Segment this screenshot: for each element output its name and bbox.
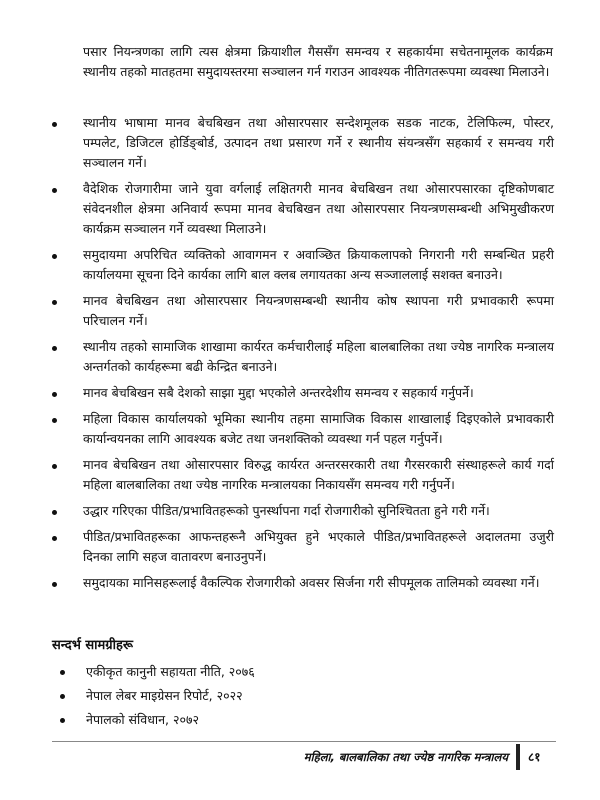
reference-text: नेपाल लेबर माइग्रेसन रिपोर्ट, २०२२ (86, 688, 243, 703)
reference-text: नेपालको संविधान, २०७२ (86, 712, 200, 727)
list-item (52, 383, 554, 403)
intro-paragraph: पसार नियन्त्रणका लागि त्यस क्षेत्रमा क्रियाशील गैससँग समन्वय र सहकार्यमा सचेतनामूलक कार्यक्रम स्थानीय तहको मातहतमा समुदायस्तरमा सञ्चालन गर्न गराउन आवश्यक नीतिगतरूपमा व्यवस्था मिलाउने। (83, 44, 553, 79)
list-item-text: महिला विकास कार्यालयको भूमिका स्थानीय तहमा सामाजिक विकास शाखालाई दिइएकोले प्रभावकारी कार्यान्वयनका लागि आवश्यक बजेट तथा जनशक्तिको व्यवस्था गर्न पहल गर्नुपर्ने। (83, 411, 554, 446)
bullet-icon (60, 694, 65, 699)
footer-divider-right (516, 741, 556, 742)
reference-text: एकीकृत कानुनी सहायता नीति, २०७६ (86, 664, 255, 679)
list-item (52, 527, 554, 567)
list-item (52, 113, 554, 173)
list-item (52, 291, 554, 331)
footer-divider (52, 741, 516, 742)
reference-item (60, 708, 255, 732)
bullet-icon (52, 188, 57, 193)
footer-separator-bar (516, 744, 520, 770)
list-item (52, 409, 554, 449)
list-item (52, 245, 554, 285)
reference-item (60, 684, 255, 708)
footer-ministry-title: महिला, बालबालिका तथा ज्येष्ठ नागरिक मन्त्रालय (303, 750, 508, 764)
list-item-text: पीडित/प्रभावितहरूका आफन्तहरूनै अभियुक्त हुने भएकाले पीडित/प्रभावितहरूले अदालतमा उजुरी दिनका लागि सहज वातावरण बनाउनुपर्ने। (83, 529, 554, 564)
list-item (52, 573, 554, 593)
list-item-text: मानव बेचबिखन सबै देशको साझा मुद्दा भएकोले अन्तरदेशीय समन्वय र सहकार्य गर्नुपर्ने। (83, 385, 474, 400)
list-item-text: समुदायका मानिसहरूलाई वैकल्पिक रोजगारीको अवसर सिर्जना गरी सीपमूलक तालिमको व्यवस्था गर्ने। (83, 575, 540, 590)
bullet-icon (52, 254, 57, 259)
bullet-icon (52, 536, 57, 541)
list-item (52, 455, 554, 495)
list-item-text: मानव बेचबिखन तथा ओसारपसार नियन्त्रणसम्बन्धी स्थानीय कोष स्थापना गरी प्रभावकारी रूपमा परिचालन गर्ने। (83, 293, 554, 328)
references-heading: सन्दर्भ सामग्रीहरू (52, 638, 134, 653)
references-list (60, 660, 255, 732)
list-item-text: उद्धार गरिएका पीडित/प्रभावितहरूको पुनर्स्थापना गर्दा रोजगारीको सुनिश्चितता हुने गरी गर्ने। (83, 503, 490, 518)
bullet-icon (60, 670, 65, 675)
bullet-icon (52, 582, 57, 587)
bullet-icon (52, 392, 57, 397)
list-item-text: स्थानीय भाषामा मानव बेचबिखन तथा ओसारपसार सन्देशमूलक सडक नाटक, टेलिफिल्म, पोस्टर, पम्पलेट, डिजिटल होर्डिङ्बोर्ड, उत्पादन तथा प्रसारण गर्ने र स्थानीय संयन्त्रसँग सहकार्य र समन्वय गरी सञ्चालन गर्ने। (83, 115, 554, 170)
list-item-text: स्थानीय तहको सामाजिक शाखामा कार्यरत कर्मचारीलाई महिला बालबालिका तथा ज्येष्ठ नागरिक मन्त्रालय अन्तर्गतको कार्यहरूमा बढी केन्द्रित बनाउने। (83, 339, 554, 374)
list-item-text: मानव बेचबिखन तथा ओसारपसार विरुद्ध कार्यरत अन्तरसरकारी तथा गैरसरकारी संस्थाहरूले कार्य गर्दा महिला बालबालिका तथा ज्येष्ठ नागरिक मन्त्रालयका निकायसँग समन्वय गरी गर्नुपर्ने। (83, 457, 554, 492)
list-item (52, 501, 554, 521)
bullet-icon (60, 718, 65, 723)
bullet-icon (52, 464, 57, 469)
bullet-icon (52, 510, 57, 515)
bullet-icon (52, 346, 57, 351)
list-item-text: वैदेशिक रोजगारीमा जाने युवा वर्गलाई लक्षितगरी मानव बेचबिखन तथा ओसारपसारका दृष्टिकोणबाट संवेदनशील क्षेत्रमा अनिवार्य रूपमा मानव बेचबिखन तथा ओसारपसार नियन्त्रणसम्बन्धी अभिमुखीकरण कार्यक्रम सञ्चालन गर्ने व्यवस्था मिलाउने। (83, 181, 554, 236)
reference-item (60, 660, 255, 684)
list-item (52, 179, 554, 239)
bullet-icon (52, 122, 57, 127)
list-item-text: समुदायमा अपरिचित व्यक्तिको आवागमन र अवाञ्छित क्रियाकलापको निगरानी गरी सम्बन्धित प्रहरी कार्यालयमा सूचना दिने कार्यका लागि बाल क्लब लगायतका अन्य सञ्जाललाई सशक्त बनाउने। (83, 247, 554, 282)
recommendation-list (52, 113, 554, 599)
bullet-icon (52, 300, 57, 305)
page-number: ८१ (528, 750, 541, 764)
bullet-icon (52, 418, 57, 423)
list-item (52, 337, 554, 377)
